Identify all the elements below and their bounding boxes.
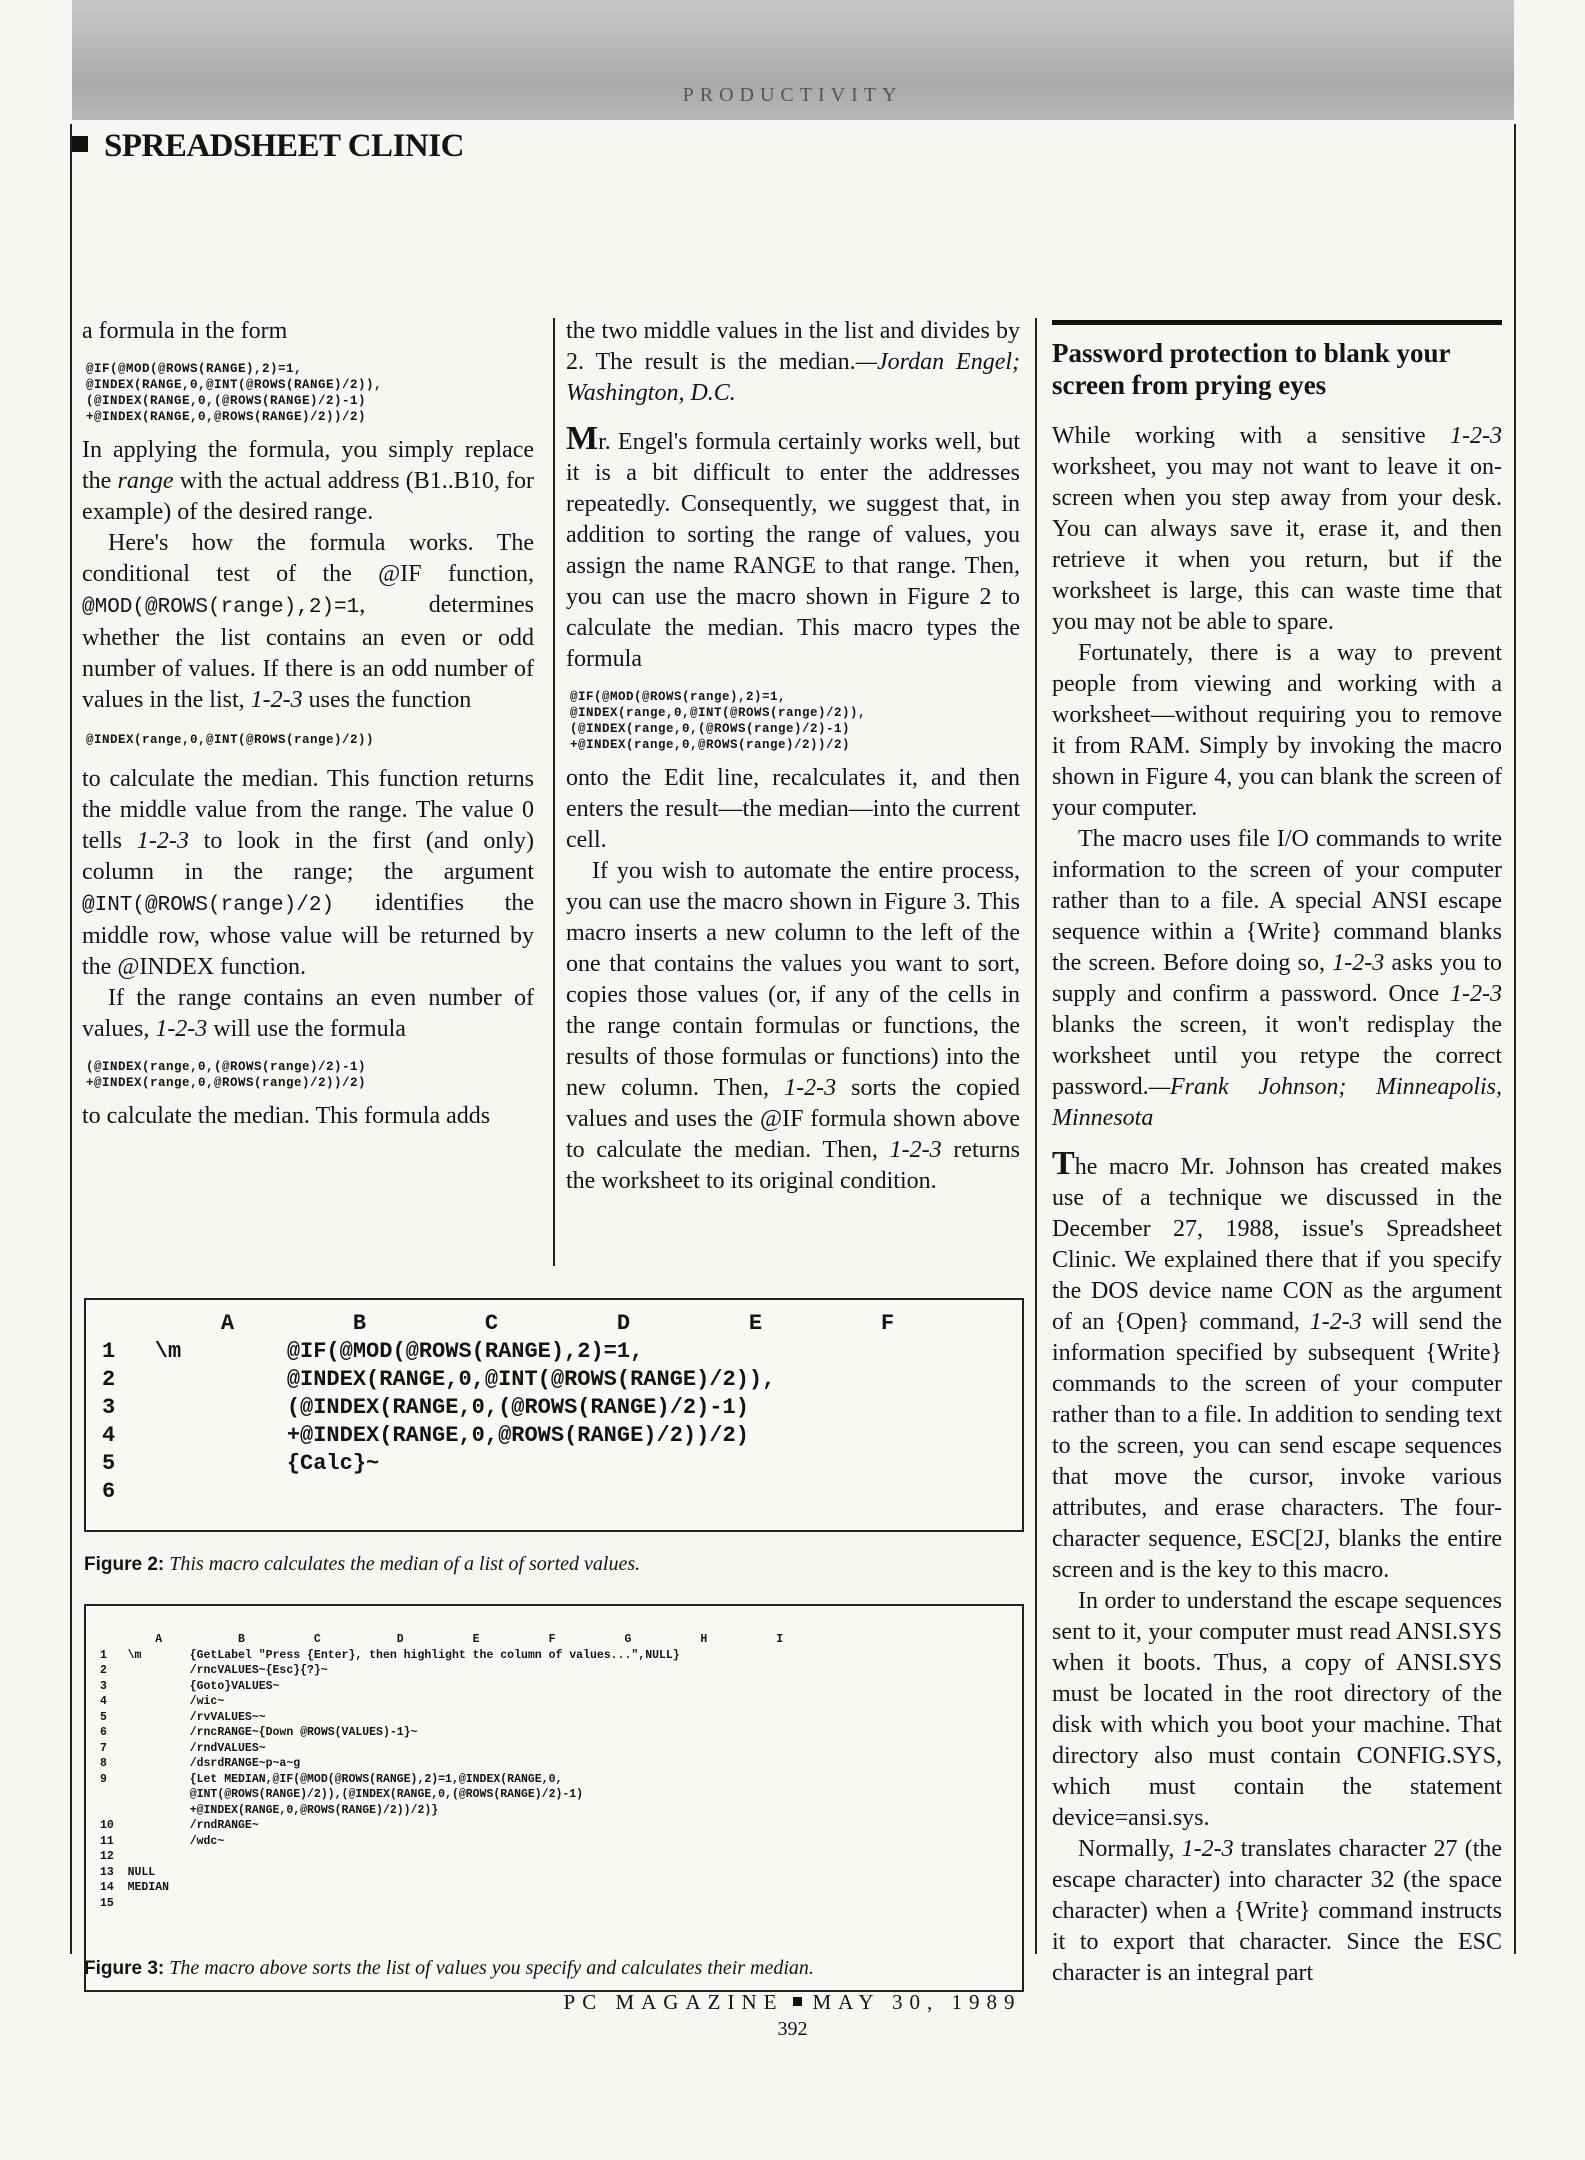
code-block: @INDEX(range,0,@INT(@ROWS(range)/2)) <box>86 733 375 747</box>
figure-3-caption: Figure 3: The macro above sorts the list of values you specify and calculates their median. <box>84 1957 814 1979</box>
page-footer: PC MAGAZINE MAY 30, 1989 <box>563 1990 1022 2014</box>
column-title-text: SPREADSHEET CLINIC <box>104 128 464 164</box>
middle-column <box>566 316 1020 1197</box>
code-block: @IF(@MOD(@ROWS(range),2)=1, @INDEX(range,0,@INT(@ROWS(range)/2)), (@INDEX(range,0,(@ROWS(range)/2)-1) +@INDEX(range,0,@ROWS(range)/2))/2) <box>570 690 867 752</box>
paragraph: to calculate the median. This formula adds <box>82 1103 491 1129</box>
figure-2-box <box>84 1298 1024 1532</box>
figure-2-listing: A B C D E F 1 \m @IF(@MOD(@ROWS(RANGE),2)=1, 2 @INDEX(RANGE,0,@INT(@ROWS(RANGE)/2)), 3 (@INDEX(RANGE,0,(@ROWS(RANGE)/2)-1) 4 +@INDEX(RANGE,0,@ROWS(RANGE)/2))/2) 5 {Calc}~ 6 <box>102 1311 895 1504</box>
square-bullet-icon <box>72 136 88 152</box>
paragraph: to calculate the median. This function returns the middle value from the range. The value 0 tells 1-2-3 to look in the first (and only) column in the range; the argument @INT(@ROWS(range)/2) identifies the middle row, whose value will be returned by the @INDEX function. <box>82 766 534 980</box>
paragraph: If the range contains an even number of values, 1-2-3 will use the formula <box>82 985 534 1042</box>
figure-3-box <box>84 1604 1024 1992</box>
paragraph: Normally, 1-2-3 translates character 27 (the escape character) into character 32 (the space character) when a {Write} command instructs it to export that character. Since the ESC character is an integral part <box>1052 1836 1503 1986</box>
paragraph: While working with a sensitive 1-2-3 worksheet, you may not want to leave it on-screen when you step away from your desk. You can always save it, erase it, and then retrieve it when you return, but if the worksheet is large, this can waste time that you may not be able to spare. <box>1052 423 1502 635</box>
paragraph: The macro Mr. Johnson has created makes use of a technique we discussed in the December 27, 1988, issue's Spreadsheet Clinic. We explained there that if you specify the DOS device name CON as the argument of an {Open} command, 1-2-3 will send the information specified by subsequent {Write} commands to the screen of your computer rather than to a file. In addition to sending text to the screen, you can send escape sequences that move the cursor, invoke various attributes, and erase characters. The four-character sequence, ESC[2J, blanks the entire screen and is the key to this macro. <box>1052 1145 1502 1583</box>
paragraph: onto the Edit line, recalculates it, and then enters the result—the median—into the current cell. <box>566 765 1020 853</box>
paragraph: Fortunately, there is a way to prevent people from viewing and working with a worksheet—without requiring you to remove it from RAM. Simply by invoking the macro shown in Figure 4, you can blank the screen of your computer. <box>1052 640 1502 821</box>
sidebar-heading: Password protection to blank your screen from prying eyes <box>1052 338 1451 400</box>
right-column <box>1052 320 1502 1989</box>
column-rule-2 <box>1035 318 1037 1954</box>
paragraph: Mr. Engel's formula certainly works well, but it is a bit difficult to enter the addresses repeatedly. Consequently, we suggest that, in addition to sorting the range of values, you assign the name RANGE to that range. Then, you can use the macro shown in Figure 2 to calculate the median. This macro types the formula <box>566 420 1020 672</box>
paragraph: Here's how the formula works. The conditional test of the @IF function, @MOD(@ROWS(range),2)=1, determines whether the list contains an even or odd number of values. If there is an odd number of values in the list, 1-2-3 uses the function <box>82 530 534 713</box>
paragraph: If you wish to automate the entire process, you can use the macro shown in Figure 3. This macro inserts a new column to the left of the one that contains the values you want to sort, copies those values (or, if any of the cells in the range contain formulas or functions, the results of those formulas or functions) into the new column. Then, 1-2-3 sorts the copied values and uses the @IF formula shown above to calculate the median. Then, 1-2-3 returns the worksheet to its original condition. <box>566 858 1020 1194</box>
left-column <box>82 316 534 1132</box>
code-block: @IF(@MOD(@ROWS(RANGE),2)=1, @INDEX(RANGE,0,@INT(@ROWS(RANGE)/2)), (@INDEX(RANGE,0,(@ROWS(RANGE)/2)-1) +@INDEX(RANGE,0,@ROWS(RANGE)/2))/2) <box>86 362 383 424</box>
figure-2-caption: Figure 2: This macro calculates the median of a list of sorted values. <box>84 1553 641 1575</box>
page-rule-right <box>1514 124 1516 1954</box>
column-rule-1 <box>553 318 555 1266</box>
square-bullet-icon <box>793 1997 802 2006</box>
page-rule-left <box>70 124 72 1954</box>
paragraph: the two middle values in the list and divides by 2. The result is the median.—Jordan Engel; Washington, D.C. <box>566 318 1021 406</box>
page-number: 392 <box>777 2018 808 2040</box>
paragraph: The macro uses file I/O commands to write information to the screen of your computer rather than to a file. A special ANSI escape sequence within a {Write} command blanks the screen. Before doing so, 1-2-3 asks you to supply and confirm a password. Once 1-2-3 blanks the screen, it won't redisplay the worksheet until you retype the correct password.—Frank Johnson; Minneapolis, Minnesota <box>1052 826 1503 1131</box>
code-block: (@INDEX(range,0,(@ROWS(range)/2)-1) +@INDEX(range,0,@ROWS(range)/2))/2) <box>86 1060 367 1090</box>
paragraph: a formula in the form <box>82 318 288 344</box>
sidebar-rule <box>1052 320 1502 325</box>
column-title <box>72 128 464 165</box>
paragraph: In order to understand the escape sequences sent to it, your computer must read ANSI.SYS when it boots. Thus, a copy of ANSI.SYS must be located in the root directory of the disk with which you boot your machine. That directory also must contain CONFIG.SYS, which must contain the statement device=ansi.sys. <box>1052 1588 1502 1831</box>
figure-3-listing: A B C D E F G H I 1 \m {GetLabel "Press {Enter}, then highlight the column of values...",NULL} 2 /rncVALUES~{Esc}{?}~ 3 {Goto}VALUES~ 4 /wic~ 5 /rvVALUES~~ 6 /rncRANGE~{Down @ROWS(VALUES)-1}~ 7 /rndVALUES~ 8 /dsrdRANGE~p~a~g 9 {Let MEDIAN,@IF(@MOD(@ROWS(RANGE),2)=1,@INDEX(RANGE,0, @INT(@ROWS(RANGE)/2)),(@INDEX(RANGE,0,(@ROWS(RANGE)/2)-1) +@INDEX(RANGE,0,@ROWS(RANGE)/2))/2)} 10 /rndRANGE~ 11 /wdc~ 12 13 NULL 14 MEDIAN 15 <box>100 1633 784 1910</box>
paragraph: In applying the formula, you simply replace the range with the actual address (B1..B10, for example) of the desired range. <box>82 437 534 525</box>
section-label: PRODUCTIVITY <box>682 84 903 106</box>
